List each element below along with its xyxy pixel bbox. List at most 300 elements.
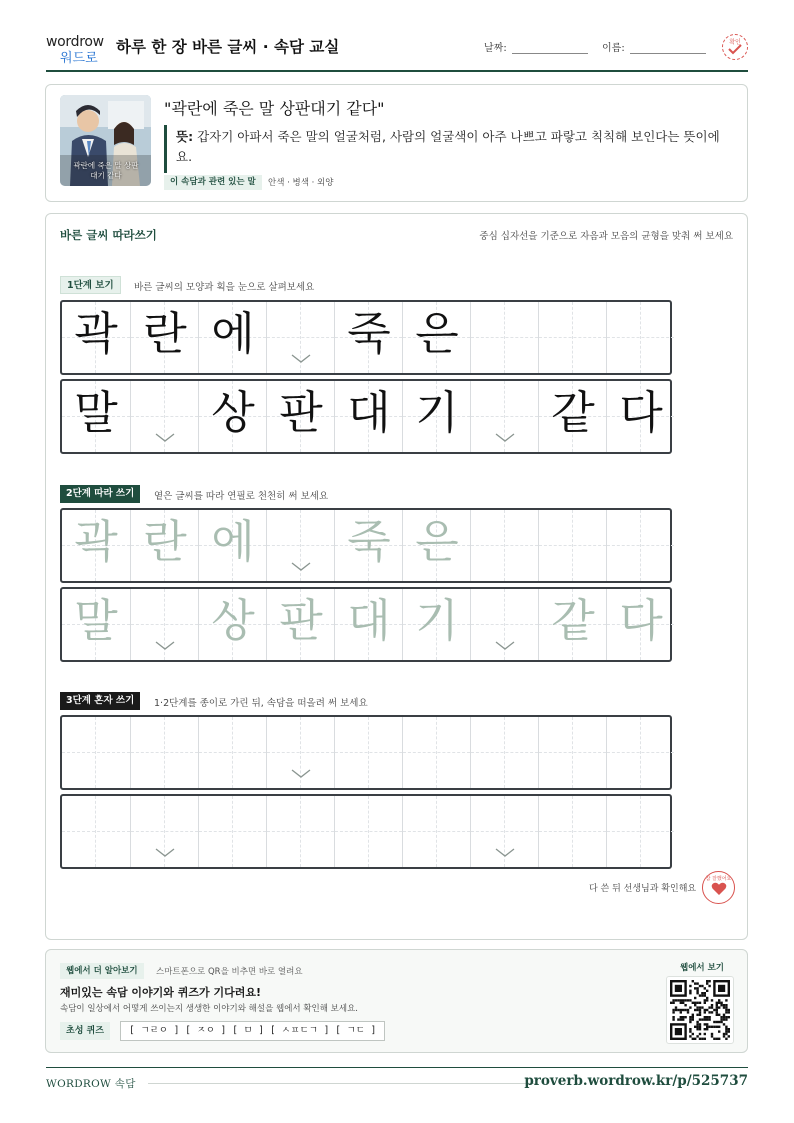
qr-module	[713, 1009, 715, 1011]
proverb-text: "곽란에 죽은 말 상판대기 같다"	[164, 99, 385, 118]
writing-cell	[334, 381, 402, 452]
qr-module	[689, 985, 691, 987]
glyph: 은	[415, 515, 459, 568]
cell-horizontal-guide	[62, 752, 130, 753]
date-label: 날짜:	[484, 43, 507, 54]
qr-module	[720, 1021, 722, 1023]
qr-module	[699, 1018, 701, 1020]
writing-cell[interactable]	[198, 796, 266, 867]
qr-module	[692, 1033, 694, 1035]
qr-module	[718, 1014, 720, 1016]
writing-cell[interactable]	[538, 589, 606, 660]
footer-divider	[46, 1067, 748, 1068]
cell-horizontal-guide	[199, 831, 266, 832]
qr-module	[699, 1033, 701, 1035]
qr-module	[728, 1011, 730, 1013]
qr-module	[725, 1006, 727, 1008]
glyph: 곽	[74, 515, 118, 568]
writing-cell[interactable]	[606, 510, 674, 581]
qr-label: 웹에서 보기	[680, 963, 725, 973]
glyph: 말	[74, 386, 118, 439]
qr-module	[682, 999, 684, 1001]
qr-module	[704, 1028, 706, 1030]
name-field	[630, 53, 706, 54]
writing-cell[interactable]	[62, 717, 130, 788]
writing-cell	[538, 302, 606, 373]
qr-module	[696, 1028, 698, 1030]
page-title: 하루 한 장 바른 글씨 · 속담 교실	[116, 38, 340, 56]
qr-module	[696, 1006, 698, 1008]
qr-module	[723, 1023, 725, 1025]
writing-cell[interactable]	[470, 510, 538, 581]
web-more-tag: 웹에서 더 알아보기	[60, 963, 144, 979]
teacher-check-stamp	[722, 34, 748, 60]
writing-cell[interactable]	[538, 796, 606, 867]
qr-module	[725, 1028, 727, 1030]
qr-module	[694, 1026, 696, 1028]
writing-cell[interactable]	[334, 589, 402, 660]
step-2-row-2[interactable]	[60, 587, 672, 662]
qr-module	[704, 1033, 706, 1035]
qr-module	[711, 1026, 713, 1028]
qr-module	[704, 1011, 706, 1013]
qr-module	[689, 1018, 691, 1020]
cell-horizontal-guide	[267, 752, 334, 753]
practice-title: 바른 글씨 따라쓰기	[60, 228, 157, 242]
logo-wordmark: wordrow	[46, 34, 104, 50]
writing-cell	[606, 381, 674, 452]
qr-module	[699, 1028, 701, 1030]
qr-module	[692, 1002, 694, 1004]
space-mark-icon	[291, 354, 311, 364]
cell-horizontal-guide	[267, 831, 334, 832]
cell-horizontal-guide	[471, 337, 538, 338]
qr-module	[704, 1018, 706, 1020]
writing-cell[interactable]	[470, 589, 538, 660]
glyph: 같	[551, 594, 595, 647]
qr-module	[713, 1021, 715, 1023]
qr-module	[725, 1004, 727, 1006]
writing-cell[interactable]	[266, 717, 334, 788]
qr-module	[704, 1038, 706, 1040]
qr-module	[723, 1018, 725, 1020]
writing-cell	[606, 302, 674, 373]
writing-cell[interactable]	[198, 510, 266, 581]
step-3-desc: 1·2단계를 종이로 가린 뒤, 속담을 떠올려 써 보세요	[154, 698, 368, 709]
step-1-row-1	[60, 300, 672, 375]
qr-module	[711, 1006, 713, 1008]
qr-module	[718, 999, 720, 1001]
qr-module	[713, 1026, 715, 1028]
writing-cell[interactable]	[606, 717, 674, 788]
qr-module	[720, 1002, 722, 1004]
qr-module	[680, 1018, 682, 1020]
cell-horizontal-guide	[607, 831, 674, 832]
well-done-stamp-label: 참 잘했어요	[705, 876, 732, 882]
step-3-row-2[interactable]	[60, 794, 672, 869]
space-mark-icon	[495, 433, 515, 443]
meaning-label: 뜻:	[176, 129, 194, 144]
qr-module	[689, 999, 691, 1001]
writing-cell[interactable]	[130, 510, 198, 581]
proverb-meaning	[176, 127, 731, 167]
cell-horizontal-guide	[539, 545, 606, 546]
cell-horizontal-guide	[471, 545, 538, 546]
space-mark-icon	[155, 641, 175, 651]
qr-module	[696, 1009, 698, 1011]
qr-module	[680, 999, 682, 1001]
writing-cell[interactable]	[266, 796, 334, 867]
qr-module	[720, 1018, 722, 1020]
qr-module	[692, 980, 694, 982]
qr-module	[689, 1028, 691, 1030]
writing-cell[interactable]	[130, 589, 198, 660]
qr-module	[704, 987, 706, 989]
writing-cell[interactable]	[402, 589, 470, 660]
glyph: 에	[211, 515, 255, 568]
qr-module	[699, 1006, 701, 1008]
cell-horizontal-guide	[607, 337, 674, 338]
writing-cell	[470, 381, 538, 452]
space-mark-icon	[495, 848, 515, 858]
heart-icon	[711, 882, 727, 896]
writing-cell	[198, 302, 266, 373]
qr-module	[725, 1026, 727, 1028]
glyph: 다	[619, 386, 663, 439]
qr-module	[723, 1006, 725, 1008]
initial-consonant-quiz: [ ㄱㄹㅇ ] [ ㅈㅇ ] [ ㅁ ] [ ㅅㅍㄷㄱ ] [ ㄱㄷ ]	[120, 1021, 385, 1041]
meaning-accent-bar	[164, 125, 167, 173]
cell-horizontal-guide	[471, 752, 538, 753]
qr-module	[704, 1016, 706, 1018]
qr-module	[682, 1018, 684, 1020]
qr-module	[701, 1038, 703, 1040]
qr-module	[672, 1002, 674, 1004]
qr-module	[708, 1006, 710, 1008]
qr-module	[696, 1021, 698, 1023]
cell-horizontal-guide	[131, 624, 198, 625]
qr-module	[699, 994, 701, 996]
related-words-tag: 이 속담과 관련 있는 말	[164, 175, 262, 190]
glyph: 죽	[347, 515, 391, 568]
writing-cell[interactable]	[606, 796, 674, 867]
step-1-row-2	[60, 379, 672, 454]
glyph: 죽	[347, 307, 391, 360]
footer-brand: WORDROW 속담	[46, 1078, 136, 1090]
qr-module	[723, 1035, 725, 1037]
qr-module	[692, 1038, 694, 1040]
qr-module	[706, 982, 708, 984]
qr-module	[723, 1014, 725, 1016]
qr-module	[725, 1033, 727, 1035]
glyph: 란	[143, 307, 187, 360]
qr-module	[687, 1009, 689, 1011]
qr-module	[713, 1038, 715, 1040]
cell-horizontal-guide	[471, 831, 538, 832]
qr-module	[704, 994, 706, 996]
writing-cell[interactable]	[470, 796, 538, 867]
step-1-desc: 바른 글씨의 모양과 획을 눈으로 살펴보세요	[134, 282, 315, 293]
qr-module	[704, 1002, 706, 1004]
writing-cell	[538, 381, 606, 452]
writing-cell[interactable]	[538, 510, 606, 581]
writing-cell[interactable]	[198, 589, 266, 660]
qr-module	[716, 1004, 718, 1006]
web-headline: 재미있는 속담 이야기와 퀴즈가 기다려요!	[60, 986, 261, 999]
qr-module	[706, 1016, 708, 1018]
qr-module	[682, 1009, 684, 1011]
qr-module	[680, 1016, 682, 1018]
qr-module	[696, 1014, 698, 1016]
qr-module	[672, 999, 674, 1001]
qr-module	[672, 1018, 674, 1020]
qr-module	[728, 1016, 730, 1018]
practice-hint: 중심 십자선을 기준으로 자음과 모음의 균형을 맞춰 써 보세요	[479, 231, 733, 242]
name-label: 이름:	[602, 43, 625, 54]
writing-cell	[62, 302, 130, 373]
qr-module	[728, 1028, 730, 1030]
glyph: 상	[211, 594, 255, 647]
qr-module	[706, 999, 708, 1001]
glyph: 상	[211, 386, 255, 439]
cell-horizontal-guide	[403, 831, 470, 832]
qr-module	[706, 990, 708, 992]
qr-module	[675, 1009, 677, 1011]
qr-module	[689, 1021, 691, 1023]
writing-cell[interactable]	[266, 589, 334, 660]
step-2-row-1[interactable]	[60, 508, 672, 583]
qr-module	[720, 1016, 722, 1018]
qr-module	[706, 997, 708, 999]
qr-module	[696, 992, 698, 994]
cell-horizontal-guide	[539, 831, 606, 832]
writing-cell[interactable]	[62, 510, 130, 581]
footer-url[interactable]: proverb.wordrow.kr/p/525737	[524, 1073, 748, 1089]
qr-module	[696, 990, 698, 992]
qr-module	[677, 1009, 679, 1011]
space-mark-icon	[495, 641, 515, 651]
qr-module	[699, 1038, 701, 1040]
step-3-tag: 3단계 혼자 쓰기	[60, 692, 140, 710]
qr-module	[706, 1009, 708, 1011]
qr-module	[706, 1026, 708, 1028]
meaning-text: 갑자기 아파서 죽은 말의 얼굴처럼, 사람의 얼굴색이 아주 나쁘고 파랗고 칙칙해 보인다는 뜻이에요.	[176, 129, 720, 164]
qr-module	[725, 1018, 727, 1020]
space-mark-icon	[291, 769, 311, 779]
qr-module	[694, 982, 696, 984]
writing-cell	[402, 302, 470, 373]
qr-module	[701, 992, 703, 994]
qr-module	[672, 1011, 674, 1013]
qr-module	[718, 1002, 720, 1004]
web-subtext: 속담이 일상에서 어떻게 쓰이는지 생생한 이야기와 해설을 웹에서 확인해 보세요.	[60, 1004, 358, 1014]
confirm-text: 다 쓴 뒤 선생님과 확인해요	[589, 884, 697, 894]
qr-module	[708, 980, 710, 982]
qr-module	[675, 1028, 682, 1035]
qr-module	[699, 1002, 701, 1004]
glyph: 에	[211, 307, 255, 360]
qr-module	[718, 1021, 720, 1023]
qr-module	[706, 980, 708, 982]
qr-module	[728, 1035, 730, 1037]
qr-module	[699, 1011, 701, 1013]
wordrow-logo[interactable]	[46, 34, 108, 64]
qr-module	[701, 985, 703, 987]
glyph: 곽	[74, 307, 118, 360]
writing-cell[interactable]	[266, 510, 334, 581]
writing-cell[interactable]	[130, 717, 198, 788]
cell-horizontal-guide	[62, 831, 130, 832]
qr-module	[677, 1018, 679, 1020]
glyph: 란	[143, 515, 187, 568]
qr-module	[704, 1023, 706, 1025]
qr-module	[711, 1004, 713, 1006]
qr-code[interactable]	[666, 976, 734, 1044]
step-3-row-1[interactable]	[60, 715, 672, 790]
step-1-tag: 1단계 보기	[60, 276, 121, 294]
writing-cell	[62, 381, 130, 452]
qr-module	[706, 1018, 708, 1020]
writing-cell[interactable]	[470, 717, 538, 788]
qr-module	[708, 1026, 710, 1028]
qr-module	[682, 1016, 684, 1018]
qr-module	[701, 1006, 703, 1008]
qr-module	[689, 1035, 691, 1037]
glyph: 판	[279, 594, 323, 647]
web-section	[45, 949, 748, 1053]
writing-cell	[198, 381, 266, 452]
qr-module	[708, 1011, 710, 1013]
qr-module	[716, 1011, 718, 1013]
cell-horizontal-guide	[471, 624, 538, 625]
qr-module	[718, 1030, 720, 1032]
writing-cell[interactable]	[334, 510, 402, 581]
cell-horizontal-guide	[607, 752, 674, 753]
qr-module	[696, 987, 698, 989]
qr-module	[725, 1016, 727, 1018]
qr-module	[716, 1009, 718, 1011]
writing-cell[interactable]	[402, 717, 470, 788]
qr-module	[718, 1006, 720, 1008]
qr-module	[716, 1038, 718, 1040]
cell-horizontal-guide	[267, 337, 334, 338]
cell-horizontal-guide	[471, 416, 538, 417]
qr-module	[675, 999, 677, 1001]
cell-horizontal-guide	[539, 337, 606, 338]
qr-module	[675, 1006, 677, 1008]
qr-module	[694, 1004, 696, 1006]
qr-module	[701, 1018, 703, 1020]
qr-module	[708, 985, 710, 987]
illustration-caption: 곽란에 죽은 말 상판대기 같다	[73, 161, 139, 180]
qr-module	[701, 994, 703, 996]
qr-module	[694, 1038, 696, 1040]
glyph: 판	[279, 386, 323, 439]
writing-cell[interactable]	[62, 589, 130, 660]
qr-module	[684, 999, 686, 1001]
qr-module	[725, 1009, 727, 1011]
qr-module	[696, 1002, 698, 1004]
glyph: 같	[551, 386, 595, 439]
qr-module	[716, 1002, 718, 1004]
writing-cell[interactable]	[538, 717, 606, 788]
qr-module	[696, 982, 698, 984]
qr-module	[708, 1016, 710, 1018]
qr-module	[716, 1026, 718, 1028]
qr-module	[711, 999, 713, 1001]
qr-module	[692, 1018, 694, 1020]
qr-module	[689, 992, 691, 994]
writing-cell[interactable]	[62, 796, 130, 867]
writing-cell	[266, 381, 334, 452]
logo-korean-wordmark: 워드로	[60, 51, 98, 66]
qr-module	[689, 1016, 691, 1018]
quiz-tag: 초성 퀴즈	[60, 1022, 110, 1040]
qr-module	[692, 1014, 694, 1016]
cell-horizontal-guide	[199, 752, 266, 753]
qr-module	[699, 985, 701, 987]
date-field	[512, 53, 588, 54]
cell-horizontal-guide	[131, 831, 198, 832]
writing-cell	[266, 302, 334, 373]
writing-cell[interactable]	[402, 796, 470, 867]
qr-module	[716, 1006, 718, 1008]
qr-module	[677, 999, 679, 1001]
glyph: 은	[415, 307, 459, 360]
writing-cell	[470, 302, 538, 373]
qr-module	[680, 1011, 682, 1013]
writing-cell[interactable]	[402, 510, 470, 581]
writing-cell[interactable]	[334, 717, 402, 788]
qr-module	[718, 1038, 720, 1040]
qr-module	[720, 1004, 722, 1006]
qr-module	[725, 999, 727, 1001]
qr-module	[694, 997, 696, 999]
qr-module	[699, 1023, 701, 1025]
glyph: 대	[347, 594, 391, 647]
qr-module	[716, 1014, 718, 1016]
qr-module	[725, 1038, 727, 1040]
qr-module	[687, 1011, 689, 1013]
qr-module	[684, 1004, 686, 1006]
qr-module	[716, 1021, 718, 1023]
cell-horizontal-guide	[335, 831, 402, 832]
step-2-tag: 2단계 따라 쓰기	[60, 485, 140, 503]
stamp-label: 확인	[729, 39, 741, 46]
qr-module	[708, 1018, 710, 1020]
footer-rule	[148, 1083, 538, 1084]
qr-module	[723, 1004, 725, 1006]
qr-module	[728, 1030, 730, 1032]
qr-module	[723, 1033, 725, 1035]
qr-module	[670, 1002, 672, 1004]
web-tag-desc: 스마트폰으로 QR을 비추면 바로 열려요	[156, 967, 303, 977]
well-done-stamp	[702, 871, 735, 904]
glyph: 기	[415, 386, 459, 439]
writing-cell[interactable]	[130, 796, 198, 867]
cell-horizontal-guide	[607, 545, 674, 546]
qr-module	[699, 1026, 701, 1028]
qr-module	[711, 1033, 713, 1035]
writing-cell[interactable]	[198, 717, 266, 788]
writing-cell[interactable]	[606, 589, 674, 660]
step-2-desc: 옅은 글씨를 따라 연필로 천천히 써 보세요	[154, 491, 329, 502]
proverb-card	[45, 84, 748, 202]
qr-module	[704, 1009, 706, 1011]
writing-cell	[130, 381, 198, 452]
glyph: 대	[347, 386, 391, 439]
writing-cell[interactable]	[334, 796, 402, 867]
